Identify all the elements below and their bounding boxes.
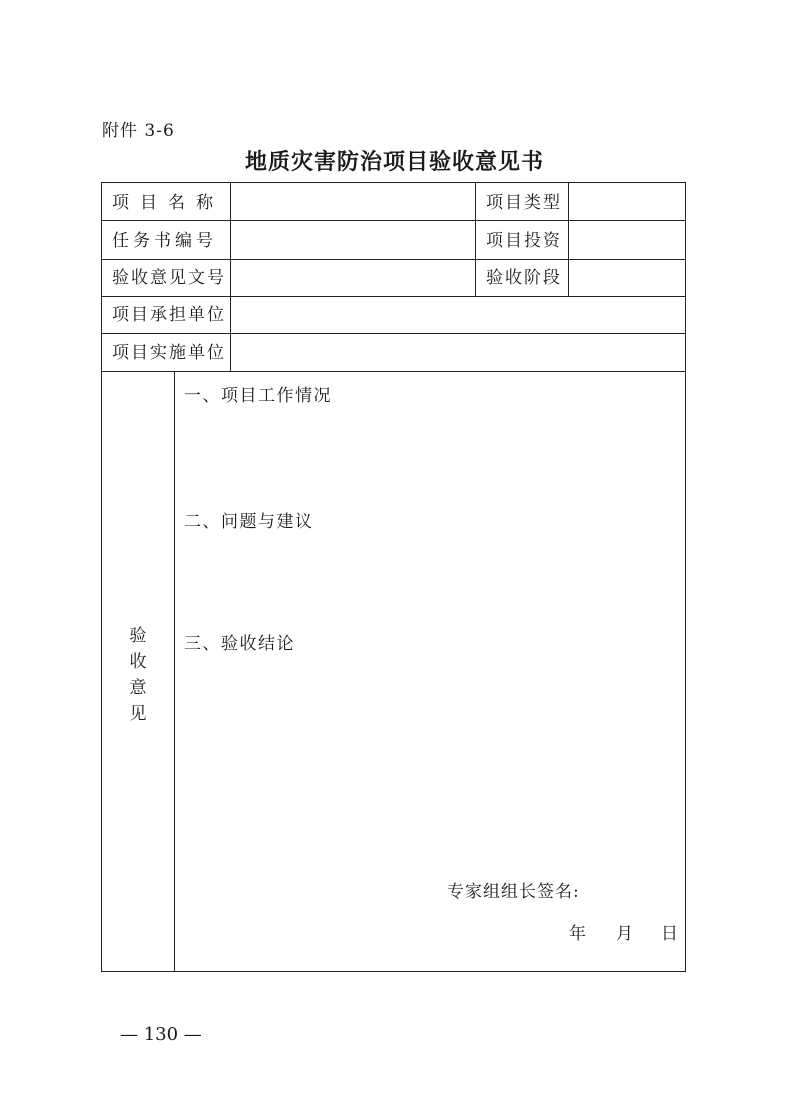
project-investment-label: 项目投资 (486, 231, 562, 251)
row-divider (102, 333, 685, 334)
acceptance-opinion-label (102, 623, 174, 727)
acceptance-stage-label: 验收阶段 (486, 268, 562, 288)
section-heading-work-status: 一、项目工作情况 (184, 386, 332, 406)
acceptance-form-table (101, 182, 686, 972)
project-type-label: 项目类型 (486, 193, 562, 213)
implementing-unit-field[interactable] (232, 335, 684, 370)
right-label-right-divider (568, 183, 569, 296)
undertaking-unit-field[interactable] (232, 298, 684, 332)
project-type-field[interactable] (570, 184, 684, 219)
section-heading-issues-suggestions: 二、问题与建议 (184, 512, 314, 532)
undertaking-unit-label: 项目承担单位 (112, 305, 226, 325)
row-divider (102, 371, 685, 372)
signature-field[interactable] (586, 873, 682, 903)
page-number: — 130 — (120, 1024, 202, 1045)
opinion-content-area[interactable] (178, 373, 683, 873)
row-divider (102, 259, 685, 260)
document-title: 地质灾害防治项目验收意见书 (244, 149, 544, 175)
project-investment-field[interactable] (570, 222, 684, 258)
attachment-label: 附件 3-6 (102, 121, 175, 141)
implementing-unit-label: 项目实施单位 (112, 343, 226, 363)
label-column-divider (230, 183, 231, 371)
right-label-left-divider (475, 183, 476, 296)
date-day-label: 日 (661, 924, 678, 944)
row-divider (102, 220, 685, 221)
date-year-label: 年 (569, 924, 586, 944)
date-month-label: 月 (616, 924, 633, 944)
project-name-field[interactable] (232, 184, 474, 219)
acceptance-doc-number-field[interactable] (232, 261, 474, 295)
task-number-field[interactable] (232, 222, 474, 258)
acceptance-stage-field[interactable] (570, 261, 684, 295)
acceptance-doc-number-label: 验收意见文号 (112, 268, 226, 288)
opinion-label-char: 收 (129, 652, 147, 672)
opinion-label-char: 验 (129, 626, 147, 646)
section-heading-conclusion: 三、验收结论 (184, 634, 295, 654)
project-name-label: 项目名称 (112, 193, 224, 213)
opinion-label-char: 意 (129, 678, 147, 698)
expert-leader-signature-label: 专家组组长签名: (447, 882, 580, 902)
row-divider (102, 296, 685, 297)
task-number-label: 任务书编号 (112, 231, 217, 251)
opinion-label-char: 见 (129, 704, 147, 724)
opinion-label-divider (174, 371, 175, 971)
